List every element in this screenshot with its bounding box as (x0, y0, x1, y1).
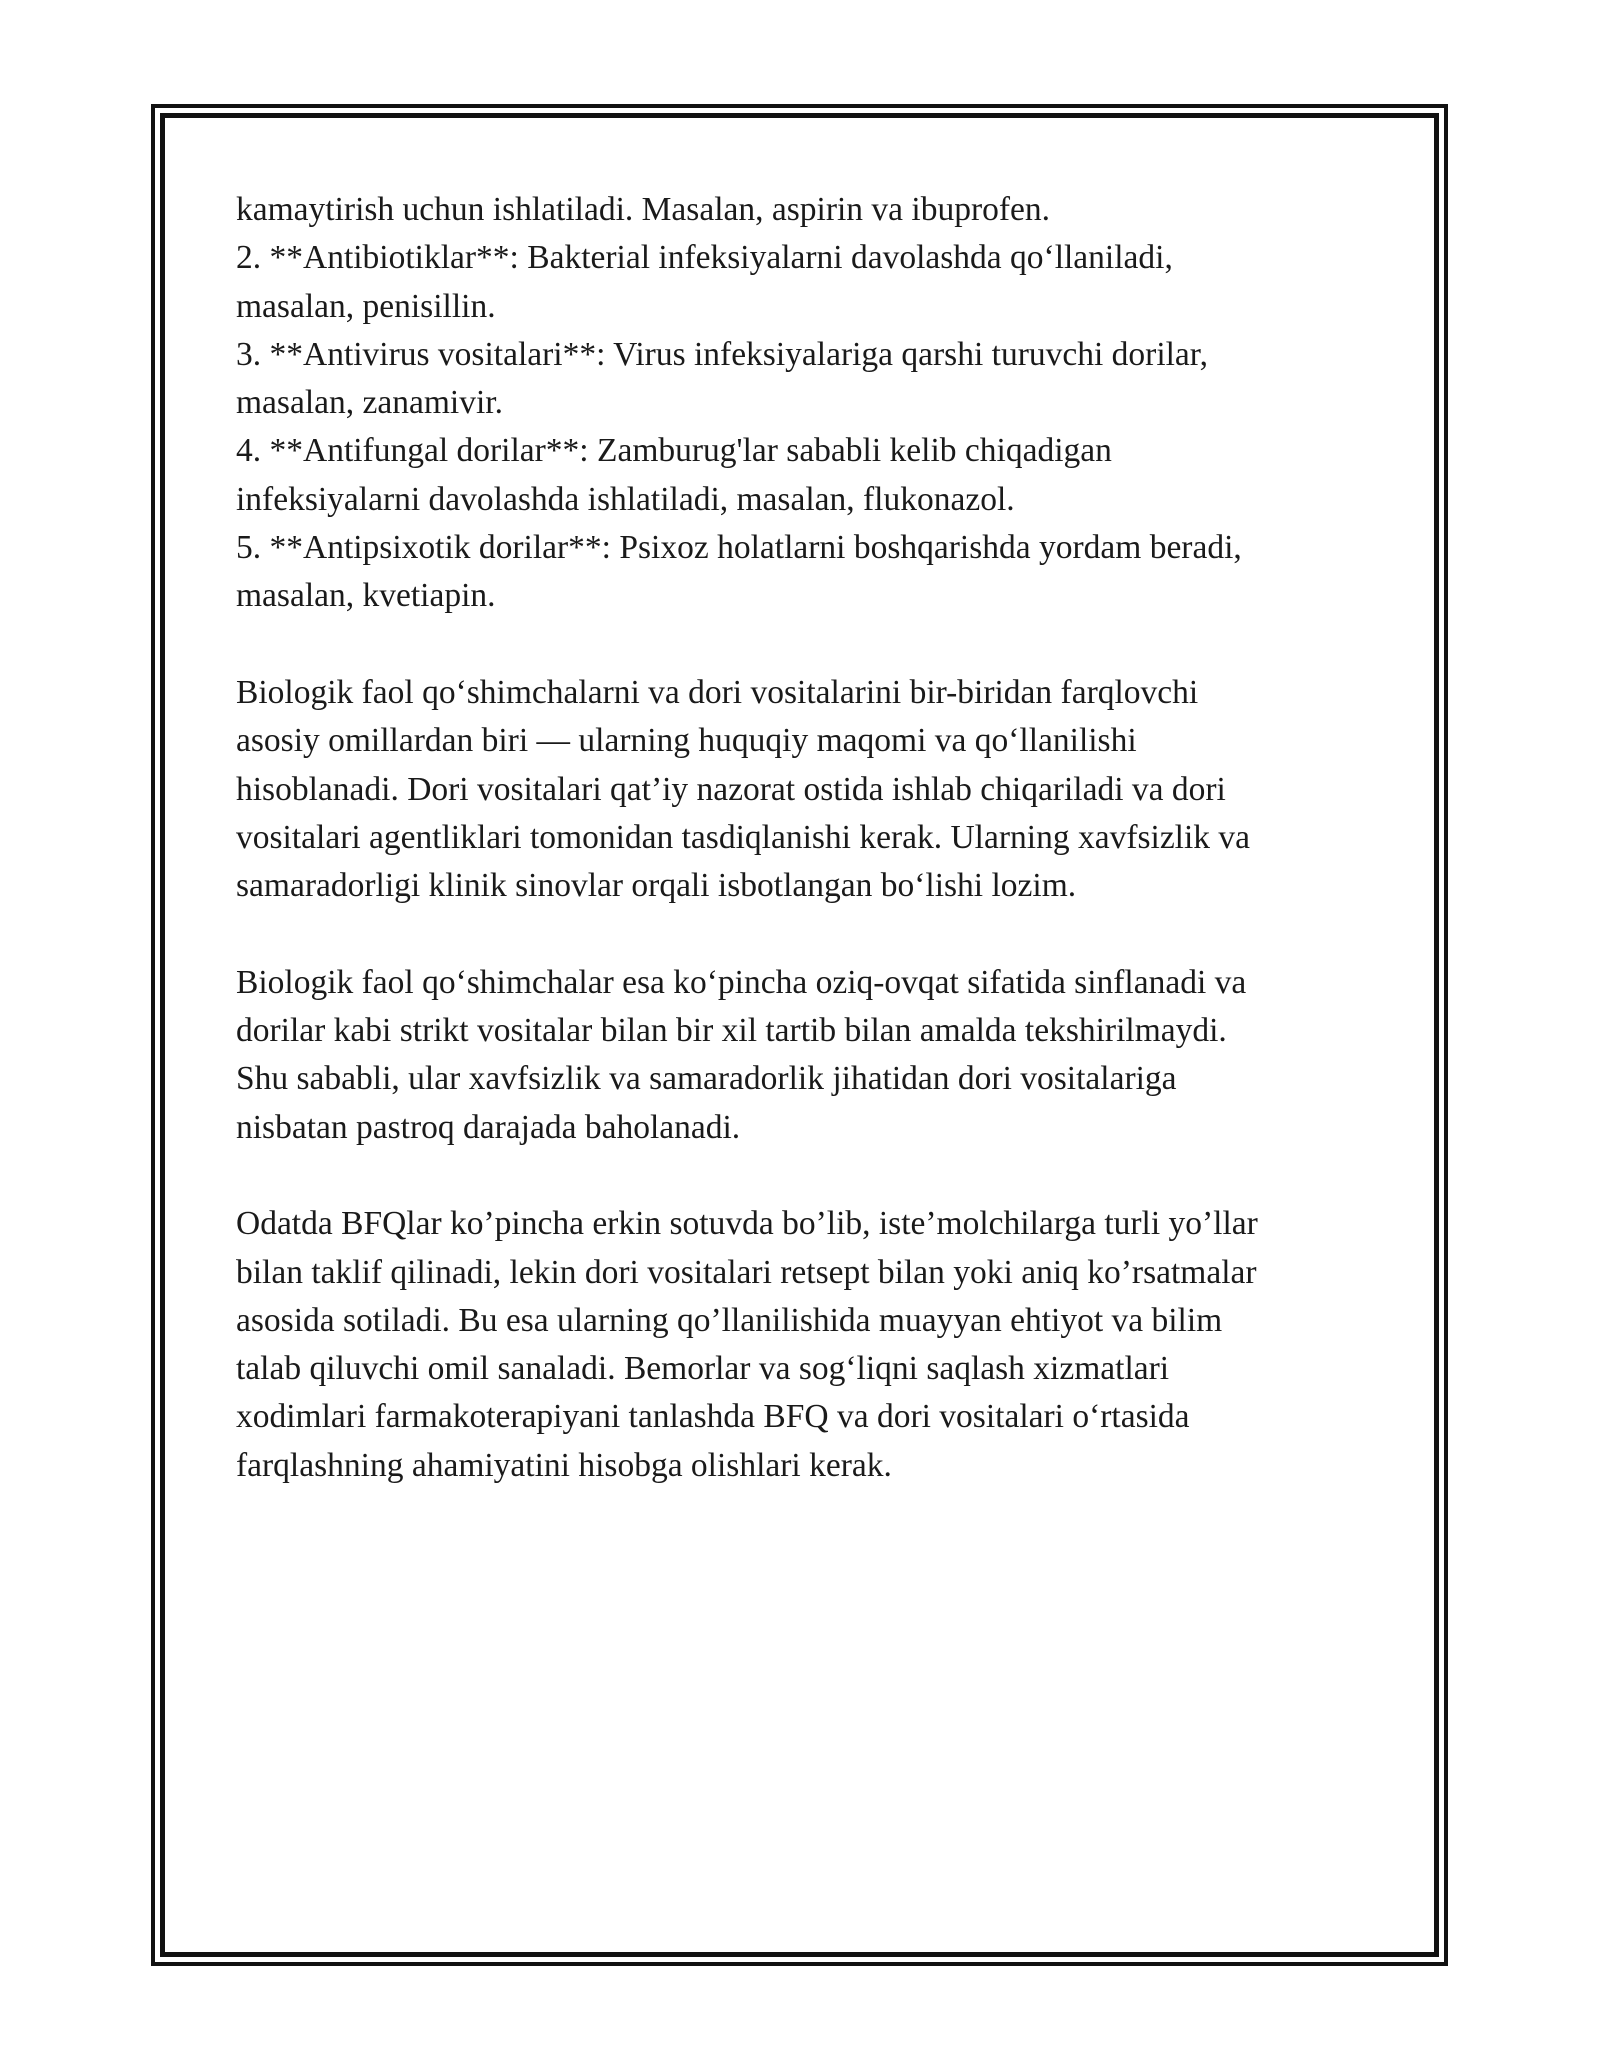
list-item-antibiotiklar (236, 234, 1376, 331)
list-item-line: 2. **Antibiotiklar**: Bakterial infeksiyalarni davolashda qo‘llaniladi, (236, 239, 1173, 277)
paragraph-spacer (236, 910, 1376, 958)
list-item-line: 5. **Antipsixotik dorilar**: Psixoz holatlarni boshqarishda yordam beradi, (236, 529, 1242, 567)
paragraph-line: vositalari agentliklari tomonidan tasdiqlanishi kerak. Ularning xavfsizlik va (236, 818, 1251, 856)
paragraph-line: asosiy omillardan biri — ularning huquqiy maqomi va qo‘llanilishi (236, 722, 1137, 760)
paragraph-line: samaradorligi klinik sinovlar orqali isbotlangan bo‘lishi lozim. (236, 867, 1077, 905)
paragraph-legal-status (236, 669, 1376, 910)
paragraph-line: Biologik faol qo‘shimchalar esa ko‘pincha oziq-ovqat sifatida sinflanadi va (236, 963, 1247, 1001)
list-item-antivirus (236, 331, 1376, 428)
paragraph-line: talab qiluvchi omil sanaladi. Bemorlar va sog‘liqni saqlash xizmatlari (236, 1350, 1170, 1388)
paragraph-line: asosida sotiladi. Bu esa ularning qo’llanilishida muayyan ehtiyot va bilim (236, 1301, 1223, 1339)
list-item-antifungal (236, 427, 1376, 524)
paragraph-line: dorilar kabi strikt vositalar bilan bir xil tartib bilan amalda tekshirilmaydi. (236, 1012, 1227, 1050)
list-item-line: 3. **Antivirus vositalari**: Virus infeksiyalariga qarshi turuvchi dorilar, (236, 335, 1208, 373)
paragraph-spacer (236, 621, 1376, 669)
paragraph-line: hisoblanadi. Dori vositalari qat’iy nazorat ostida ishlab chiqariladi va dori (236, 770, 1226, 808)
list-item-line: masalan, penisillin. (236, 287, 496, 325)
paragraph-line: xodimlari farmakoterapiyani tanlashda BFQ va dori vositalari o‘rtasida (236, 1398, 1190, 1436)
paragraph-sales-distinction (236, 1200, 1376, 1490)
paragraph-spacer (236, 1152, 1376, 1200)
list-item-antipsixotik (236, 524, 1376, 621)
paragraph-line: farqlashning ahamiyatini hisobga olishlari kerak. (236, 1446, 892, 1484)
paragraph-line: Biologik faol qo‘shimchalarni va dori vositalarini bir-biridan farqlovchi (236, 673, 1199, 711)
paragraph-line: nisbatan pastroq darajada baholanadi. (236, 1108, 741, 1146)
list-continuation-line: kamaytirish uchun ishlatiladi. Masalan, aspirin va ibuprofen. (236, 191, 1051, 228)
list-item-line: 4. **Antifungal dorilar**: Zamburug'lar sababli kelib chiqadigan (236, 432, 1112, 470)
paragraph-line: Odatda BFQlar ko’pincha erkin sotuvda bo’lib, iste’molchilarga turli yo’llar (236, 1205, 1258, 1243)
paragraph-line: Shu sababli, ular xavfsizlik va samaradorlik jihatidan dori vositalariga (236, 1060, 1177, 1098)
paragraph-line: bilan taklif qilinadi, lekin dori vositalari retsept bilan yoki aniq ko’rsatmalar (236, 1253, 1257, 1291)
document-body (236, 186, 1376, 1490)
list-item-line: infeksiyalarni davolashda ishlatiladi, masalan, flukonazol. (236, 480, 1015, 518)
list-item-line: masalan, kvetiapin. (236, 577, 496, 615)
list-item-line: masalan, zanamivir. (236, 384, 503, 422)
paragraph-supplements-classification (236, 959, 1376, 1152)
